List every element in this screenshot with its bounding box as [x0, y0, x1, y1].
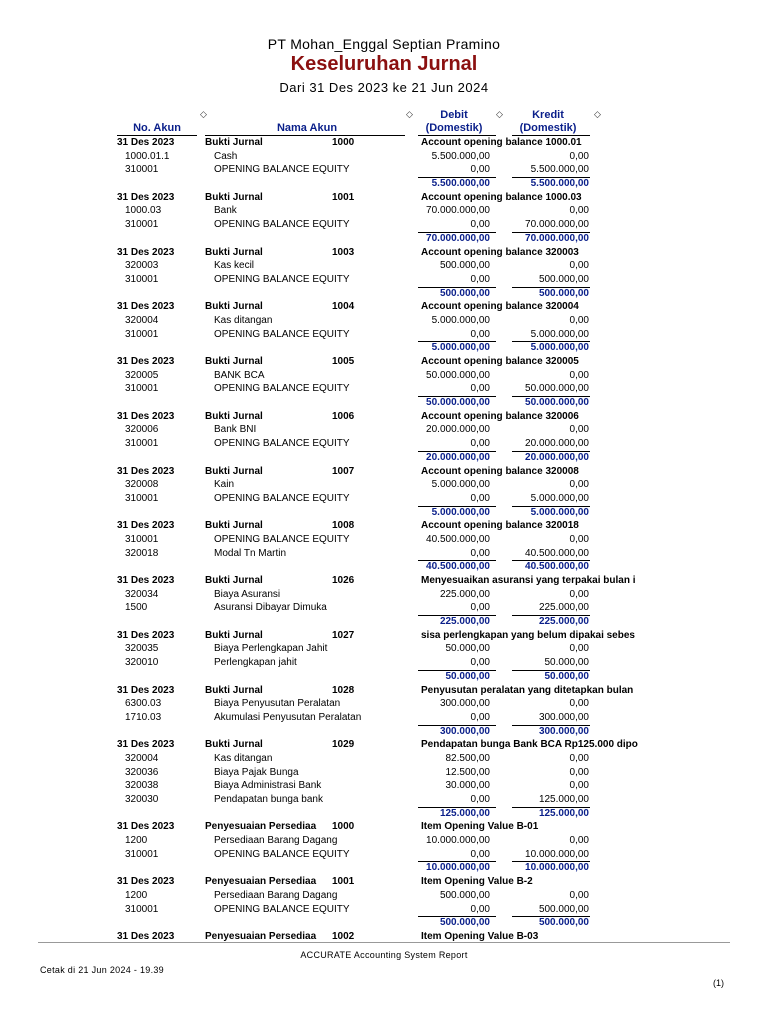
- debit-amount: 0,00: [470, 547, 490, 559]
- entry-type: Bukti Jurnal: [205, 356, 263, 367]
- entry-number: 1005: [332, 356, 355, 367]
- account-number: 1200: [125, 889, 148, 901]
- account-name: Pendapatan bunga bank: [214, 794, 323, 805]
- debit-amount: 5.000.000,00: [431, 479, 490, 491]
- account-name: Persediaan Barang Dagang: [214, 889, 338, 901]
- journal-table: [0, 136, 768, 944]
- account-number: 310001: [125, 273, 159, 285]
- entry-type: Bukti Jurnal: [205, 191, 263, 203]
- credit-amount: 50.000,00: [544, 657, 589, 669]
- journal-total-row: [0, 506, 768, 520]
- journal-total-row: [0, 232, 768, 246]
- report-title: Keseluruhan Jurnal: [290, 53, 478, 75]
- entry-description: Account opening balance 320018: [421, 520, 579, 532]
- debit-amount: 300.000,00: [439, 698, 490, 710]
- entry-type: Bukti Jurnal: [205, 684, 263, 696]
- debit-amount: 0,00: [470, 219, 490, 231]
- account-name: Bank: [214, 205, 237, 217]
- account-number: 320003: [125, 260, 159, 272]
- journal-total-row: [0, 670, 768, 684]
- credit-amount: 0,00: [569, 889, 589, 901]
- journal-entry-header[interactable]: [0, 629, 768, 643]
- total-debit: 500.000,00: [439, 917, 490, 929]
- account-number: 310001: [125, 219, 159, 231]
- account-name: BANK BCA: [214, 369, 265, 381]
- entry-date: 31 Des 2023: [117, 520, 175, 532]
- entry-description: sisa perlengkapan yang belum dipakai sebes: [421, 629, 635, 641]
- column-header-debit-line2: (Domestik): [425, 122, 483, 134]
- entry-description: Penyusutan peralatan yang ditetapkan bulan: [421, 684, 634, 696]
- journal-entry-header[interactable]: [0, 136, 768, 150]
- entry-type: Penyesuaian Persediaa: [205, 930, 317, 942]
- entry-date: 31 Des 2023: [117, 821, 175, 833]
- total-debit: 20.000.000,00: [426, 451, 490, 463]
- journal-total-row: [0, 615, 768, 629]
- account-name: OPENING BALANCE EQUITY: [214, 533, 350, 545]
- account-number: 320006: [125, 424, 159, 436]
- account-name: Biaya Asuransi: [214, 588, 281, 600]
- account-name: Persediaan Barang Dagang: [214, 835, 338, 847]
- account-number: 310001: [125, 383, 159, 395]
- entry-type: Bukti Jurnal: [205, 410, 263, 422]
- entry-description: Account opening balance 320004: [421, 301, 579, 313]
- credit-amount: 0,00: [569, 588, 589, 600]
- sort-debit-icon[interactable]: ◇: [496, 109, 503, 119]
- account-number: 310001: [125, 438, 159, 450]
- footer-system-name: ACCURATE Accounting System Report: [300, 950, 468, 960]
- credit-amount: 300.000,00: [538, 711, 589, 723]
- debit-amount: 20.000.000,00: [426, 424, 490, 436]
- debit-amount: 0,00: [470, 903, 490, 915]
- entry-description: Item Opening Value B-01: [421, 821, 539, 833]
- total-credit: 70.000.000,00: [525, 232, 589, 244]
- debit-amount: 0,00: [470, 657, 490, 669]
- account-number: 310001: [125, 164, 159, 176]
- sort-nama-akun-icon[interactable]: ◇: [406, 109, 413, 119]
- account-number: 6300.03: [125, 698, 162, 710]
- journal-line: [0, 793, 768, 807]
- journal-line: [0, 259, 768, 273]
- account-name: Perlengkapan jahit: [214, 657, 297, 669]
- credit-amount: 5.500.000,00: [530, 164, 589, 176]
- journal-line: [0, 656, 768, 670]
- journal-total-row: [0, 177, 768, 191]
- entry-number: 1003: [332, 246, 355, 258]
- debit-amount: 5.000.000,00: [431, 314, 490, 326]
- entry-number: 1004: [332, 301, 355, 313]
- journal-line: [0, 369, 768, 383]
- entry-number: 1006: [332, 410, 355, 422]
- total-debit: 125.000,00: [439, 807, 490, 819]
- debit-amount: 500.000,00: [439, 260, 490, 272]
- entry-number: 1028: [332, 684, 355, 696]
- account-name: OPENING BALANCE EQUITY: [214, 492, 350, 504]
- total-credit: 225.000,00: [538, 616, 589, 628]
- debit-amount: 0,00: [470, 383, 490, 395]
- entry-number: 1000: [332, 821, 355, 833]
- account-number: 320004: [125, 752, 159, 764]
- total-credit: 125.000,00: [538, 807, 589, 819]
- account-name: Biaya Penyusutan Peralatan: [214, 698, 341, 710]
- entry-number: 1000: [332, 137, 355, 148]
- credit-amount: 0,00: [569, 260, 589, 272]
- debit-amount: 225.000,00: [439, 588, 490, 600]
- credit-amount: 0,00: [569, 369, 589, 381]
- total-debit: 50.000.000,00: [426, 397, 490, 409]
- credit-amount: 10.000.000,00: [525, 848, 589, 860]
- journal-total-row: [0, 725, 768, 739]
- journal-line: [0, 382, 768, 396]
- journal-entry-header[interactable]: [0, 355, 768, 369]
- footer-divider: [38, 942, 730, 943]
- entry-date: 31 Des 2023: [117, 465, 175, 477]
- account-number: 310001: [125, 328, 159, 340]
- account-number: 320008: [125, 479, 159, 491]
- total-debit: 10.000.000,00: [426, 862, 490, 874]
- column-header-debit: [418, 109, 490, 135]
- debit-amount: 50.000,00: [445, 643, 490, 655]
- credit-amount: 5.000.000,00: [530, 328, 589, 340]
- entry-description: Account opening balance 1000.03: [421, 191, 582, 203]
- print-timestamp: Cetak di 21 Jun 2024 - 19.39: [40, 965, 164, 975]
- debit-amount: 500.000,00: [439, 889, 490, 901]
- credit-amount: 500.000,00: [538, 273, 589, 285]
- journal-line: [0, 328, 768, 342]
- entry-type: Bukti Jurnal: [205, 629, 263, 641]
- column-header-kredit-line1: Kredit: [532, 109, 564, 121]
- debit-amount: 50.000.000,00: [426, 369, 490, 381]
- account-name: OPENING BALANCE EQUITY: [214, 219, 350, 231]
- account-name: Modal Tn Martin: [214, 547, 287, 559]
- entry-date: 31 Des 2023: [117, 575, 175, 586]
- total-credit: 5.000.000,00: [530, 506, 589, 518]
- entry-type: Bukti Jurnal: [205, 301, 263, 313]
- debit-amount: 30.000,00: [445, 780, 490, 792]
- entry-description: Account opening balance 320003: [421, 246, 579, 258]
- account-name: Asuransi Dibayar Dimuka: [214, 602, 327, 614]
- sort-kredit-icon[interactable]: ◇: [594, 109, 601, 119]
- total-debit: 50.000,00: [445, 670, 490, 682]
- journal-total-row: [0, 341, 768, 355]
- credit-amount: 0,00: [569, 424, 589, 436]
- entry-type: Bukti Jurnal: [205, 137, 263, 148]
- debit-amount: 0,00: [470, 711, 490, 723]
- journal-line: [0, 163, 768, 177]
- journal-line: [0, 478, 768, 492]
- account-name: Kas kecil: [214, 260, 255, 272]
- debit-amount: 10.000.000,00: [426, 835, 490, 847]
- journal-line: [0, 204, 768, 218]
- debit-amount: 0,00: [470, 328, 490, 340]
- credit-amount: 125.000,00: [538, 794, 589, 805]
- account-number: 1000.03: [125, 205, 162, 217]
- journal-line: [0, 218, 768, 232]
- credit-amount: 50.000.000,00: [525, 383, 589, 395]
- total-debit: 5.000.000,00: [431, 506, 490, 518]
- account-number: 310001: [125, 903, 159, 915]
- credit-amount: 0,00: [569, 205, 589, 217]
- total-credit: 20.000.000,00: [525, 451, 589, 463]
- entry-date: 31 Des 2023: [117, 191, 175, 203]
- debit-amount: 0,00: [470, 794, 490, 805]
- account-number: 320034: [125, 588, 159, 600]
- account-name: OPENING BALANCE EQUITY: [214, 273, 350, 285]
- column-header-kredit: [512, 109, 584, 135]
- journal-line: [0, 848, 768, 862]
- entry-number: 1027: [332, 629, 355, 641]
- account-name: Biaya Perlengkapan Jahit: [214, 643, 328, 655]
- journal-entry-header[interactable]: [0, 738, 768, 752]
- entry-type: Bukti Jurnal: [205, 575, 263, 586]
- company-name: PT Mohan_Enggal Septian Pramino: [267, 36, 501, 52]
- debit-amount: 12.500,00: [445, 766, 490, 778]
- credit-amount: 225.000,00: [538, 602, 589, 614]
- journal-line: [0, 889, 768, 903]
- credit-amount: 40.500.000,00: [525, 547, 589, 559]
- entry-description: Account opening balance 320005: [421, 356, 579, 367]
- entry-type: Penyesuaian Persediaa: [205, 821, 317, 833]
- entry-date: 31 Des 2023: [117, 301, 175, 313]
- total-credit: 50.000,00: [544, 670, 589, 682]
- debit-amount: 0,00: [470, 602, 490, 614]
- entry-description: Item Opening Value B-2: [421, 876, 533, 888]
- entry-date: 31 Des 2023: [117, 629, 175, 641]
- journal-line: [0, 150, 768, 164]
- total-credit: 300.000,00: [538, 725, 589, 737]
- account-number: 310001: [125, 848, 159, 860]
- journal-line: [0, 697, 768, 711]
- journal-line: [0, 492, 768, 506]
- journal-total-row: [0, 396, 768, 410]
- entry-number: 1001: [332, 191, 355, 203]
- credit-amount: 0,00: [569, 780, 589, 792]
- journal-entry-header[interactable]: [0, 300, 768, 314]
- total-credit: 50.000.000,00: [525, 397, 589, 409]
- account-name: Kas ditangan: [214, 752, 273, 764]
- total-credit: 500.000,00: [538, 917, 589, 929]
- credit-amount: 0,00: [569, 314, 589, 326]
- credit-amount: 0,00: [569, 533, 589, 545]
- entry-date: 31 Des 2023: [117, 930, 175, 942]
- account-number: 320018: [125, 547, 159, 559]
- journal-entry-header[interactable]: [0, 684, 768, 698]
- credit-amount: 0,00: [569, 150, 589, 162]
- account-name: OPENING BALANCE EQUITY: [214, 438, 350, 450]
- credit-amount: 0,00: [569, 643, 589, 655]
- total-debit: 70.000.000,00: [426, 232, 490, 244]
- credit-amount: 20.000.000,00: [525, 438, 589, 450]
- account-number: 320005: [125, 369, 159, 381]
- journal-line: [0, 601, 768, 615]
- debit-amount: 0,00: [470, 273, 490, 285]
- entry-number: 1001: [332, 876, 355, 888]
- debit-amount: 0,00: [470, 492, 490, 504]
- credit-amount: 0,00: [569, 698, 589, 710]
- entry-date: 31 Des 2023: [117, 876, 175, 888]
- journal-line: [0, 766, 768, 780]
- journal-entry-header[interactable]: [0, 410, 768, 424]
- entry-date: 31 Des 2023: [117, 410, 175, 422]
- account-number: 320036: [125, 766, 159, 778]
- total-credit: 5.500.000,00: [530, 178, 589, 190]
- journal-line: [0, 437, 768, 451]
- account-name: Biaya Administrasi Bank: [214, 780, 322, 792]
- credit-amount: 0,00: [569, 479, 589, 491]
- account-name: Akumulasi Penyusutan Peralatan: [214, 711, 362, 723]
- debit-amount: 70.000.000,00: [426, 205, 490, 217]
- account-number: 320035: [125, 643, 159, 655]
- journal-line: [0, 588, 768, 602]
- debit-amount: 0,00: [470, 164, 490, 176]
- account-name: Kain: [214, 479, 235, 491]
- journal-line: [0, 533, 768, 547]
- entry-type: Bukti Jurnal: [205, 520, 263, 532]
- account-number: 310001: [125, 492, 159, 504]
- account-number: 320038: [125, 780, 159, 792]
- total-credit: 40.500.000,00: [525, 561, 589, 573]
- journal-total-row: [0, 287, 768, 301]
- journal-entry-header[interactable]: [0, 875, 768, 889]
- entry-description: Menyesuaikan asuransi yang terpakai bulan i: [421, 575, 636, 586]
- journal-line: [0, 423, 768, 437]
- total-credit: 5.000.000,00: [530, 342, 589, 354]
- account-number: 1000.01.1: [125, 150, 170, 162]
- account-number: 1710.03: [125, 711, 162, 723]
- credit-amount: 500.000,00: [538, 903, 589, 915]
- journal-entry-header[interactable]: [0, 519, 768, 533]
- account-name: OPENING BALANCE EQUITY: [214, 383, 350, 395]
- account-name: Biaya Pajak Bunga: [214, 766, 299, 778]
- debit-amount: 40.500.000,00: [426, 533, 490, 545]
- account-number: 320004: [125, 314, 159, 326]
- entry-description: Pendapatan bunga Bank BCA Rp125.000 dipo: [421, 739, 638, 751]
- account-name: OPENING BALANCE EQUITY: [214, 903, 350, 915]
- account-number: 320030: [125, 794, 159, 805]
- column-header-debit-line1: Debit: [440, 109, 468, 121]
- account-name: Cash: [214, 150, 238, 162]
- account-name: Kas ditangan: [214, 314, 273, 326]
- journal-line: [0, 642, 768, 656]
- total-debit: 500.000,00: [439, 287, 490, 299]
- credit-amount: 0,00: [569, 835, 589, 847]
- account-name: Bank BNI: [214, 424, 257, 436]
- account-number: 310001: [125, 533, 159, 545]
- credit-amount: 0,00: [569, 752, 589, 764]
- entry-date: 31 Des 2023: [117, 739, 175, 751]
- journal-line: [0, 779, 768, 793]
- entry-type: Bukti Jurnal: [205, 465, 263, 477]
- entry-description: Account opening balance 320008: [421, 465, 579, 477]
- journal-entry-header[interactable]: [0, 820, 768, 834]
- page-number: (1): [713, 978, 724, 988]
- report-period: Dari 31 Des 2023 ke 21 Jun 2024: [279, 80, 489, 95]
- column-header-nama-akun: Nama Akun: [276, 122, 338, 134]
- column-header-kredit-line2: (Domestik): [519, 122, 577, 134]
- entry-date: 31 Des 2023: [117, 684, 175, 696]
- entry-description: Account opening balance 320006: [421, 410, 579, 422]
- credit-amount: 0,00: [569, 766, 589, 778]
- journal-total-row: [0, 451, 768, 465]
- journal-line: [0, 834, 768, 848]
- credit-amount: 5.000.000,00: [530, 492, 589, 504]
- debit-amount: 5.500.000,00: [431, 150, 490, 162]
- journal-entry-header[interactable]: [0, 574, 768, 588]
- entry-type: Bukti Jurnal: [205, 246, 263, 258]
- journal-line: [0, 314, 768, 328]
- journal-line: [0, 547, 768, 561]
- entry-date: 31 Des 2023: [117, 356, 175, 367]
- total-credit: 10.000.000,00: [525, 862, 589, 874]
- journal-entry-header[interactable]: [0, 191, 768, 205]
- entry-date: 31 Des 2023: [117, 246, 175, 258]
- entry-type: Bukti Jurnal: [205, 739, 263, 751]
- entry-description: Account opening balance 1000.01: [421, 137, 582, 148]
- journal-total-row: [0, 916, 768, 930]
- sort-no-akun-icon[interactable]: ◇: [200, 109, 207, 119]
- total-debit: 40.500.000,00: [426, 561, 490, 573]
- entry-number: 1002: [332, 930, 355, 942]
- total-debit: 300.000,00: [439, 725, 490, 737]
- column-header-no-akun: No. Akun: [133, 122, 181, 134]
- journal-total-row: [0, 861, 768, 875]
- account-name: OPENING BALANCE EQUITY: [214, 164, 350, 176]
- account-number: 1200: [125, 835, 148, 847]
- debit-amount: 0,00: [470, 438, 490, 450]
- journal-entry-header[interactable]: [0, 246, 768, 260]
- journal-line: [0, 711, 768, 725]
- entry-type: Penyesuaian Persediaa: [205, 876, 317, 888]
- debit-amount: 0,00: [470, 848, 490, 860]
- entry-description: Item Opening Value B-03: [421, 930, 539, 942]
- debit-amount: 82.500,00: [445, 752, 490, 764]
- entry-number: 1029: [332, 739, 355, 751]
- journal-entry-header[interactable]: [0, 465, 768, 479]
- total-credit: 500.000,00: [538, 287, 589, 299]
- total-debit: 225.000,00: [439, 616, 490, 628]
- journal-line: [0, 903, 768, 917]
- journal-line: [0, 273, 768, 287]
- total-debit: 5.000.000,00: [431, 342, 490, 354]
- journal-line: [0, 752, 768, 766]
- entry-number: 1026: [332, 575, 355, 586]
- entry-number: 1007: [332, 465, 355, 477]
- entry-date: 31 Des 2023: [117, 137, 175, 148]
- journal-total-row: [0, 560, 768, 574]
- account-name: OPENING BALANCE EQUITY: [214, 848, 350, 860]
- account-name: OPENING BALANCE EQUITY: [214, 328, 350, 340]
- journal-total-row: [0, 807, 768, 821]
- total-debit: 5.500.000,00: [431, 178, 490, 190]
- account-number: 320010: [125, 657, 159, 669]
- account-number: 1500: [125, 602, 148, 614]
- credit-amount: 70.000.000,00: [525, 219, 589, 231]
- entry-number: 1008: [332, 520, 355, 532]
